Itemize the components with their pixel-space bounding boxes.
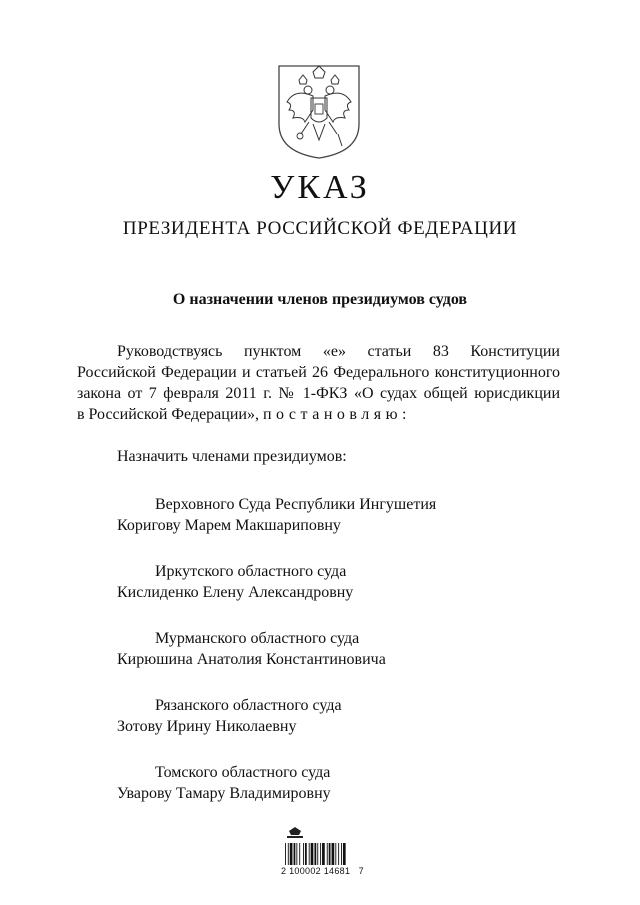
barcode-bar <box>314 843 316 865</box>
preamble-line-3: закона от 7 февраля 2011 г. № 1-ФКЗ «О судах общей юрисдикции <box>77 385 560 402</box>
barcode-number: 2 100002 14681 7 <box>281 866 364 876</box>
coat-of-arms-icon <box>275 60 363 160</box>
barcode-bar <box>327 843 328 865</box>
decree-word: постановляю: <box>262 406 411 423</box>
barcode-bar <box>332 843 335 865</box>
appointment-person: Зотову Ирину Николаевну <box>117 718 297 735</box>
barcode-bar <box>322 843 325 865</box>
barcode-bar <box>288 843 289 865</box>
barcode-bar <box>343 843 346 865</box>
appointment-court: Верховного Суда Республики Ингушетия <box>155 496 437 513</box>
preamble-line-1: Руководствуясь пунктом «е» статьи 83 Конституции <box>117 343 560 360</box>
barcode-bar <box>335 843 336 865</box>
barcode-icon <box>283 827 371 893</box>
preamble-line-4 <box>77 404 411 425</box>
barcode-bar <box>329 843 331 865</box>
preamble-tail: в Российской Федерации», <box>77 406 259 423</box>
appoint-line: Назначить членами президиумов: <box>117 448 347 465</box>
document-title: УКАЗ <box>270 169 370 206</box>
document-subtitle: ПРЕЗИДЕНТА РОССИЙСКОЙ ФЕДЕРАЦИИ <box>122 218 518 239</box>
preamble-line-2: Российской Федерации и статьей 26 Федерального конституционного <box>77 364 560 381</box>
barcode-bar <box>311 843 314 865</box>
appointment-court: Иркутского областного суда <box>155 563 347 580</box>
appointment-court: Рязанского областного суда <box>155 697 342 714</box>
barcode-bar <box>285 843 286 865</box>
barcode-bar <box>309 843 310 865</box>
barcode-bar <box>341 843 342 865</box>
appointment-person: Кислиденко Елену Александровну <box>117 584 354 601</box>
decree-subject: О назначении членов президиумов судов <box>172 291 468 308</box>
appointment-person: Уварову Тамару Владимировну <box>117 785 331 802</box>
barcode-bar <box>305 843 307 865</box>
barcode-bar <box>317 843 318 865</box>
appointment-court: Томского областного суда <box>155 764 331 781</box>
appointment-person: Коригову Марем Макшариповну <box>117 517 341 534</box>
barcode-bar <box>303 843 304 865</box>
appointment-court: Мурманского областного суда <box>155 630 360 647</box>
appointment-person: Кирюшина Анатолия Константиновича <box>117 651 386 668</box>
barcode-bar <box>290 843 293 865</box>
barcode-bar <box>294 843 296 865</box>
barcode-bar <box>338 843 339 865</box>
barcode-bar <box>320 843 321 865</box>
barcode-bar <box>296 843 297 865</box>
barcode-bar <box>299 843 300 865</box>
